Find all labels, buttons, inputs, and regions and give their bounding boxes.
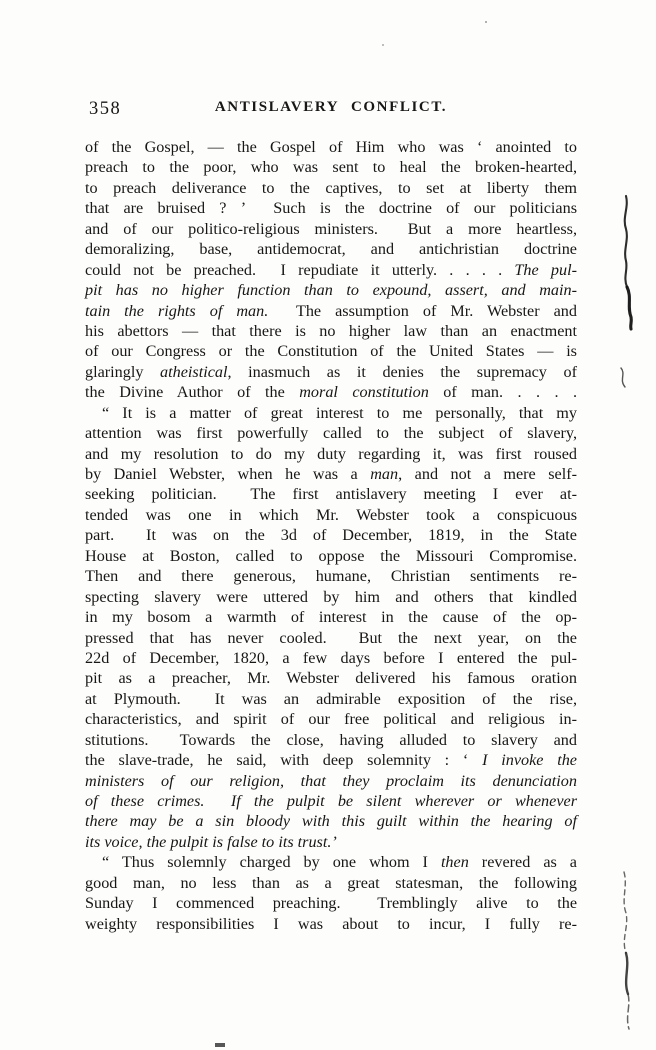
text-line xyxy=(85,607,577,627)
page-body xyxy=(85,137,577,934)
italic-text: there may be a sin bloody with this guilt within the hearing of xyxy=(85,812,577,831)
body-text: of man. . . . . xyxy=(428,383,577,402)
ink-squiggle-lower-right xyxy=(626,953,628,994)
text-line xyxy=(85,750,577,770)
body-text: of our Congress or the Constitution of the United States — is xyxy=(85,342,577,361)
body-text: and of our politico-religious ministers. But a more heartless, xyxy=(85,219,577,238)
text-line xyxy=(85,423,577,443)
ink-squiggle-lower-right xyxy=(628,994,629,1029)
text-line xyxy=(85,771,577,791)
italic-text: man xyxy=(370,465,399,483)
text-line xyxy=(85,260,577,280)
italic-text: I invoke the xyxy=(482,751,577,770)
body-text: the slave-trade, he said, with deep solemnity : ‘ xyxy=(85,751,483,770)
body-text: pressed that has never cooled. But the next year, on the xyxy=(85,628,577,647)
text-line xyxy=(85,648,577,668)
italic-text: pit has no higher function than to expound, assert, and main- xyxy=(85,281,577,300)
body-text: weighty responsibilities I was about to incur, I fully re- xyxy=(85,914,577,933)
body-text: demoralizing, base, antidemocrat, and antichristian doctrine xyxy=(85,240,577,259)
text-line xyxy=(85,689,577,709)
text-line xyxy=(85,341,577,361)
body-text: stitutions. Towards the close, having alluded to slavery and xyxy=(85,730,577,749)
text-line xyxy=(85,811,577,831)
ink-curl-mid-right xyxy=(621,368,625,387)
italic-text: atheistical xyxy=(160,362,228,381)
body-text: Sunday I commenced preaching. Tremblingly alive to the xyxy=(85,894,577,913)
body-text: House at Boston, called to oppose the Missouri Compromise. xyxy=(85,546,577,565)
text-line xyxy=(85,832,577,852)
smudge-bottom-left xyxy=(215,1043,225,1047)
body-text: glaringly xyxy=(85,362,161,381)
speck xyxy=(485,21,487,23)
text-line xyxy=(85,198,577,218)
page-header xyxy=(85,99,577,119)
text-line xyxy=(85,219,577,239)
text-line xyxy=(85,403,577,423)
text-line xyxy=(85,587,577,607)
text-line xyxy=(85,730,577,750)
italic-text: its voice, the pulpit is false to its trust.’ xyxy=(85,832,337,851)
page-number: 358 xyxy=(89,99,122,119)
italic-text: moral constitution xyxy=(299,383,429,402)
body-text: and my resolution to do my duty regarding it, was first roused xyxy=(85,444,577,463)
speck xyxy=(382,44,384,46)
text-line xyxy=(85,914,577,934)
body-text: attention was first powerfully called to the subject of slavery, xyxy=(85,424,577,443)
ink-squiggle-upper-right xyxy=(627,287,631,329)
body-text: “ Thus solemnly charged by one whom I xyxy=(102,853,441,872)
body-text: , and not a mere self- xyxy=(398,465,577,483)
body-text: characteristics, and spirit of our free political and religious in- xyxy=(85,710,577,729)
text-line xyxy=(85,709,577,729)
italic-text: tain the rights of man. xyxy=(85,301,269,320)
text-line xyxy=(85,873,577,893)
body-text: tended was one in which Mr. Webster took a conspicuous xyxy=(85,505,577,524)
text-line xyxy=(85,566,577,586)
text-line xyxy=(85,484,577,504)
text-line xyxy=(85,668,577,688)
text-line xyxy=(85,137,577,157)
body-text: his abettors — that there is no higher law than an enactment xyxy=(85,321,577,340)
body-text: seeking politician. The first antislavery meeting I ever at- xyxy=(85,485,577,504)
italic-text: ministers of our religion, that they proclaim its denunciation xyxy=(85,771,577,790)
running-title: ANTISLAVERY CONFLICT. xyxy=(214,99,448,115)
body-text: part. It was on the 3d of December, 1819, in the State xyxy=(85,526,577,545)
body-text: specting slavery were uttered by him and others that kindled xyxy=(85,587,577,606)
body-text: Then and there generous, humane, Christian sentiments re- xyxy=(85,567,577,586)
text-line xyxy=(85,628,577,648)
text-line xyxy=(85,505,577,525)
body-text: 22d of December, 1820, a few days before I entered the pul- xyxy=(85,648,577,667)
text-line xyxy=(85,893,577,913)
text-line xyxy=(85,362,577,382)
text-line xyxy=(85,321,577,341)
body-text: revered as a xyxy=(468,853,577,872)
text-line xyxy=(85,791,577,811)
ink-squiggle-upper-right xyxy=(625,196,627,287)
italic-text: The pul- xyxy=(514,260,577,279)
text-line xyxy=(85,382,577,402)
body-text: the Divine Author of the xyxy=(85,383,300,402)
body-text: pit as a preacher, Mr. Webster delivered his famous oration xyxy=(85,669,577,688)
body-text: that are bruised ? ’ Such is the doctrine of our politicians xyxy=(85,199,577,218)
text-line xyxy=(85,444,577,464)
text-line xyxy=(85,178,577,198)
body-text: of the Gospel, — the Gospel of Him who was ‘ anointed to xyxy=(85,138,577,156)
text-line xyxy=(85,301,577,321)
body-text: in my bosom a warmth of interest in the cause of the op- xyxy=(85,608,577,627)
body-text: could not be preached. I repudiate it utterly. . . . . xyxy=(85,260,515,279)
body-text: preach to the poor, who was sent to heal the broken-hearted, xyxy=(85,158,577,177)
text-line xyxy=(85,525,577,545)
body-text: to preach deliverance to the captives, to set at liberty them xyxy=(85,178,577,197)
body-text: “ It is a matter of great interest to me personally, that my xyxy=(102,403,577,422)
text-line xyxy=(85,280,577,300)
text-line xyxy=(85,464,577,484)
body-text: , inasmuch as it denies the supremacy of xyxy=(227,362,577,381)
body-text: The assumption of Mr. Webster and xyxy=(268,301,577,320)
italic-text: of these crimes. If the pulpit be silent wherever or whenever xyxy=(85,792,577,810)
body-text: by Daniel Webster, when he was a xyxy=(85,465,371,483)
ink-squiggle-lower-right xyxy=(624,872,627,953)
text-line xyxy=(85,546,577,566)
body-text: good man, no less than as a great statesman, the following xyxy=(85,873,577,892)
text-line xyxy=(85,157,577,177)
text-line xyxy=(85,239,577,259)
italic-text: then xyxy=(440,853,469,872)
body-text: at Plymouth. It was an admirable exposition of the rise, xyxy=(85,689,577,708)
text-line xyxy=(85,852,577,872)
